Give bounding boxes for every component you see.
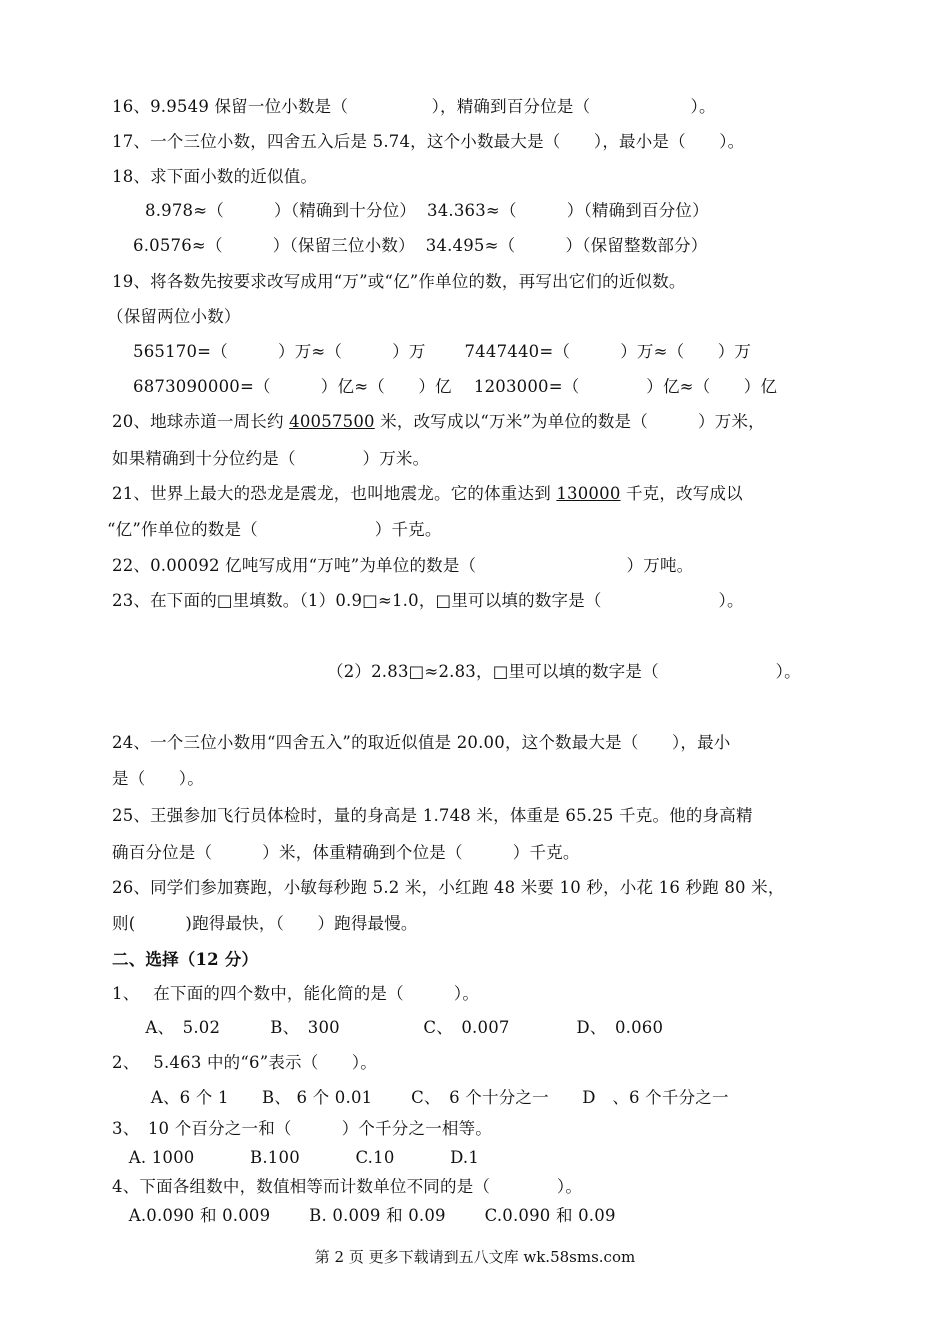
question-26-line-b: 则( )跑得最快，（ ）跑得最慢。 bbox=[112, 914, 418, 933]
q21-underlined-number: 130000 bbox=[556, 484, 621, 503]
question-18: 18、求下面小数的近似值。 bbox=[112, 167, 318, 186]
question-19-note: （保留两位小数） bbox=[107, 307, 241, 326]
question-21-line-a bbox=[112, 483, 743, 505]
question-25-line-b: 确百分位是（ ）米，体重精确到个位是（ ）千克。 bbox=[112, 843, 580, 862]
question-22: 22、0.00092 亿吨写成用“万吨”为单位的数是（ ）万吨。 bbox=[112, 556, 694, 575]
choice-4-options: A.0.090 和 0.009 B. 0.009 和 0.09 C.0.090 和 0.09 bbox=[112, 1206, 616, 1225]
choice-1-options: A、 5.02 B、 300 C、 0.007 D、 0.060 bbox=[112, 1018, 664, 1037]
question-20-line-a bbox=[112, 411, 765, 433]
question-24-line-b: 是（ ）。 bbox=[112, 769, 204, 788]
choice-2-options: A、6 个 1 B、 6 个 0.01 C、 6 个十分之一 D 、6 个千分之一 bbox=[112, 1088, 729, 1107]
question-19-line-b: 6873090000=（ ）亿≈（ ）亿 1203000=（ ）亿≈（ ）亿 bbox=[133, 377, 778, 396]
choice-2: 2、 5.463 中的“6”表示（ ）。 bbox=[112, 1053, 377, 1072]
question-16: 16、9.9549 保留一位小数是（ ），精确到百分位是（ ）。 bbox=[112, 97, 716, 116]
choice-3-options: A. 1000 B.100 C.10 D.1 bbox=[112, 1148, 480, 1167]
question-21-line-b: “亿”作单位的数是（ ）千克。 bbox=[107, 520, 442, 539]
page-footer: 第 2 页 更多下载请到五八文库 wk.58sms.com bbox=[314, 1248, 636, 1266]
choice-3: 3、 10 个百分之一和（ ）个千分之一相等。 bbox=[112, 1119, 492, 1138]
q21-text-start: 21、世界上最大的恐龙是震龙，也叫地震龙。它的体重达到 bbox=[112, 484, 557, 503]
question-23-part-2: （2）2.83□≈2.83，□里可以填的数字是（ ）。 bbox=[327, 662, 801, 681]
choice-1: 1、 在下面的四个数中，能化简的是（ ）。 bbox=[112, 984, 480, 1003]
question-19: 19、将各数先按要求改写成用“万”或“亿”作单位的数，再写出它们的近似数。 bbox=[112, 272, 686, 291]
question-19-line-a: 565170=（ ）万≈（ ）万 7447440=（ ）万≈（ ）万 bbox=[133, 342, 752, 361]
question-20-line-b: 如果精确到十分位约是（ ）万米。 bbox=[112, 449, 430, 468]
section-2-heading: 二、选择（12 分） bbox=[112, 950, 259, 969]
q20-underlined-number: 40057500 bbox=[289, 412, 375, 431]
q20-text-end: 米，改写成以“万米”为单位的数是（ ）万米， bbox=[374, 412, 765, 431]
question-23-part-1: 23、在下面的□里填数。（1）0.9□≈1.0，□里可以填的数字是（ ）。 bbox=[112, 591, 744, 610]
question-18-line-a: 8.978≈（ ）（精确到十分位） 34.363≈（ ）（精确到百分位） bbox=[145, 201, 709, 220]
choice-4: 4、下面各组数中，数值相等而计数单位不同的是（ ）。 bbox=[112, 1177, 583, 1196]
question-18-line-b: 6.0576≈（ ）（保留三位小数） 34.495≈（ ）（保留整数部分） bbox=[133, 236, 708, 255]
question-25-line-a: 25、王强参加飞行员体检时，量的身高是 1.748 米，体重是 65.25 千克。他的身高精 bbox=[112, 806, 753, 825]
q20-text-start: 20、地球赤道一周长约 bbox=[112, 412, 290, 431]
question-17: 17、一个三位小数，四舍五入后是 5.74，这个小数最大是（ ），最小是（ ）。 bbox=[112, 132, 745, 151]
question-26-line-a: 26、同学们参加赛跑，小敏每秒跑 5.2 米，小红跑 48 米要 10 秒，小花 16 秒跑 80 米， bbox=[112, 878, 785, 897]
q21-text-end: 千克，改写成以 bbox=[620, 484, 743, 503]
question-24-line-a: 24、一个三位小数用“四舍五入”的取近似值是 20.00，这个数最大是（ ），最小 bbox=[112, 733, 731, 752]
